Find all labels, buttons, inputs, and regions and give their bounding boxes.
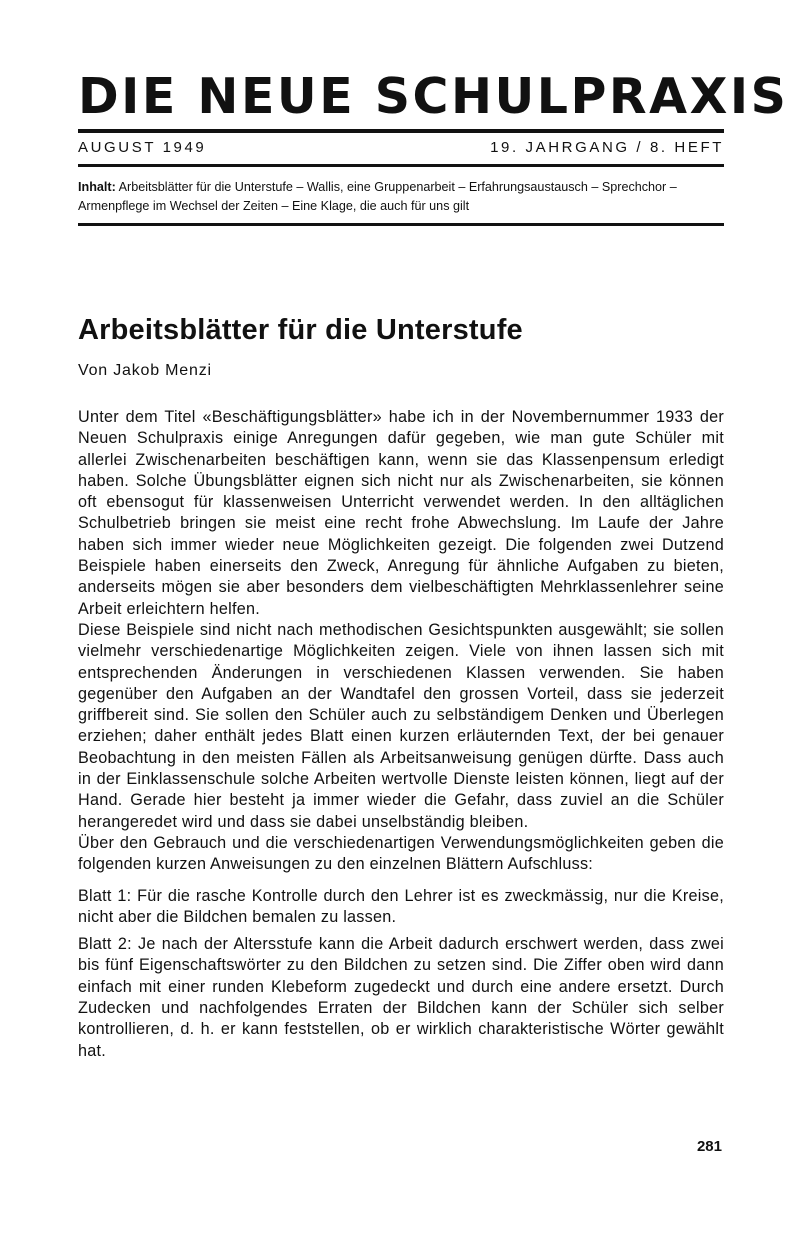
masthead <box>78 68 789 126</box>
issue-line <box>78 139 724 156</box>
contents-label: Inhalt: <box>78 180 116 194</box>
masthead-rule-middle <box>78 164 724 167</box>
issue-date: AUGUST 1949 <box>78 139 207 156</box>
paragraph: Blatt 2: Je nach der Altersstufe kann die Arbeit dadurch erschwert werden, dass zwei bis fünf Eigenschaftswörter zu den Bildchen zu setzen sind. Die Ziffer oben wird dann einfach mit einer runden Klebeform zugedeckt und durch eine andere ersetzt. Durch Zudecken und nachfolgendes Erraten der Bildchen kann der Schüler sich selber kontrollieren, d. h. er kann feststellen, ob er wirklich charakteristische Wörter gewählt hat. <box>78 935 724 1060</box>
page-number: 281 <box>696 1138 722 1155</box>
contents-rule-bottom <box>78 223 724 226</box>
article-author: Von Jakob Menzi <box>78 362 212 379</box>
paragraph: Unter dem Titel «Beschäftigungsblätter» habe ich in der Novembernummer 1933 der Neuen Schulpraxis einige Anregungen dafür gegeben, wie man gute Schüler mit allerlei Zwischenarbeiten beschäftigen kann, wenn sie das Klassenpensum erledigt haben. Solche Übungsblätter eignen sich nicht nur als Zwischenarbeiten, sie können oft ebensogut für klassenweisen Unterricht verwendet werden. In den alltäglichen Schulbetrieb bringen sie meist eine recht frohe Abwechslung. Im Laufe der Jahre haben sich immer wieder neue Möglichkeiten gezeigt. Die folgenden zwei Dutzend Beispiele haben einerseits den Zweck, Anregung für ähnliche Aufgaben zu bieten, anderseits mögen sie aber besonders dem vielbeschäftigten Mehrklassenlehrer seine Arbeit erleichtern helfen. <box>78 408 724 618</box>
contents-text: Arbeitsblätter für die Unterstufe – Wallis, eine Gruppenarbeit – Erfahrungsaustausch – Sprechchor – Armenpflege im Wechsel der Zeiten – Eine Klage, die auch für uns gilt <box>78 180 677 213</box>
issue-number: 19. JAHRGANG / 8. HEFT <box>490 139 724 156</box>
journal-title: DIE NEUE SCHULPRAXIS <box>78 68 789 125</box>
table-of-contents <box>78 178 724 216</box>
masthead-rule-top <box>78 129 724 133</box>
paragraph: Diese Beispiele sind nicht nach methodischen Gesichtspunkten ausgewählt; sie sollen vielmehr verschiedenartige Möglichkeiten zeigen. Viele von ihnen lassen sich mit entsprechenden Änderungen in verschiedenen Klassen verwenden. Sie haben gegenüber den Aufgaben an der Wandtafel den grossen Vorteil, dass sie jederzeit griffbereit sind. Sie sollen den Schüler auch zu selbständigem Denken und Überlegen erziehen; daher enthält jedes Blatt einen kurzen erläuternden Text, der bei genauer Beobachtung in den meisten Fällen als Arbeitsanweisung genügen dürfte. Dass auch in der Einklassenschule solche Arbeiten wertvolle Dienste leisten können, liegt auf der Hand. Gerade hier besteht ja immer wieder die Gefahr, dass zuviel an die Schüler herangeredet wird und dass sie dabei unselbständig bleiben. <box>78 620 724 831</box>
article-body <box>78 407 724 1062</box>
paragraph: Blatt 1: Für die rasche Kontrolle durch den Lehrer ist es zweckmässig, nur die Kreise, nicht aber die Bildchen bemalen zu lassen. <box>78 886 724 926</box>
article-title: Arbeitsblätter für die Unterstufe <box>78 314 523 346</box>
paragraph: Über den Gebrauch und die verschiedenartigen Verwendungsmöglichkeiten geben die folgenden kurzen Anweisungen zu den einzelnen Blättern Aufschluss: <box>78 833 724 874</box>
